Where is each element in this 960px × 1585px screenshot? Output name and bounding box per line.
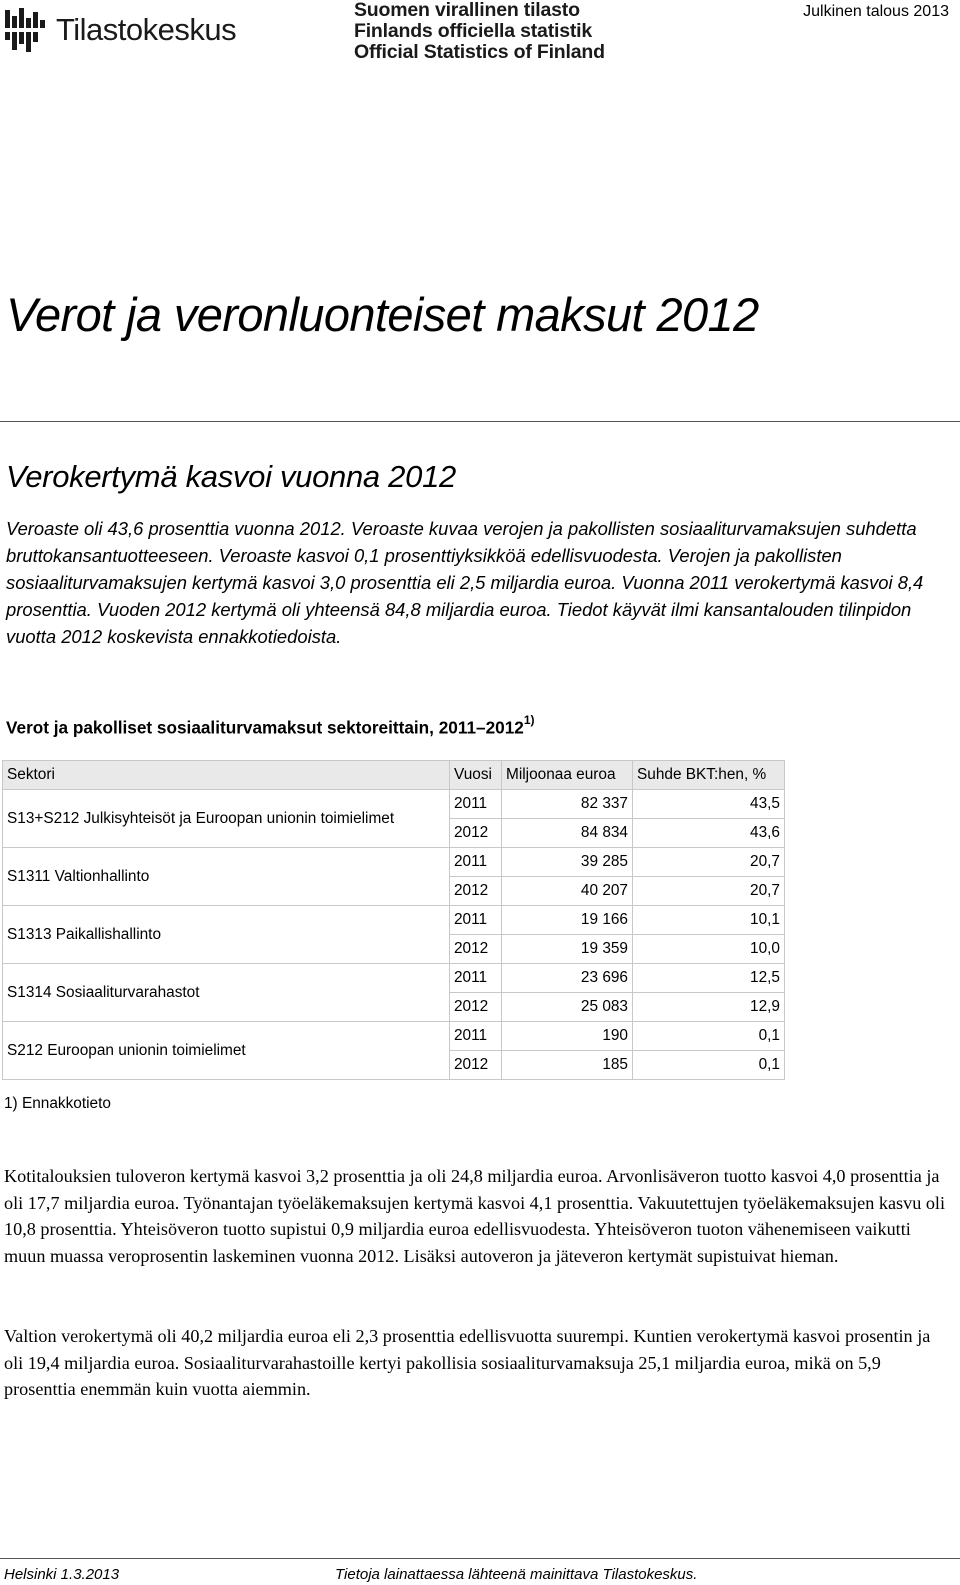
table-row [3, 964, 785, 993]
table-title [6, 713, 535, 739]
table-row [3, 1022, 785, 1051]
section-heading: Verokertymä kasvoi vuonna 2012 [6, 459, 456, 494]
title-divider [0, 421, 960, 422]
column-header-million-euro: Miljoonaa euroa [502, 761, 633, 790]
million-euro-cell: 19 359 [502, 935, 633, 964]
logo-mark-icon [4, 8, 52, 54]
table-title-note: 1) [523, 713, 535, 727]
million-euro-cell: 190 [502, 1022, 633, 1051]
publication-name: Julkinen talous 2013 [803, 3, 949, 20]
million-euro-cell: 39 285 [502, 848, 633, 877]
official-statistics-label [354, 0, 605, 63]
million-euro-cell: 82 337 [502, 790, 633, 819]
column-header-gdp-ratio: Suhde BKT:hen, % [633, 761, 785, 790]
lead-paragraph: Veroaste oli 43,6 prosenttia vuonna 2012. Veroaste kuvaa verojen ja pakollisten sosiaaliturvamaksujen suhdetta bruttokansantuotteeseen. Veroaste kasvoi 0,1 prosenttiyksikköä edellisvuodesta. Verojen ja pakollisten sosiaaliturvamaksujen kertymä kasvoi 3,0 prosenttia eli 2,5 miljardia euroa. Vuonna 2011 verokertymä kasvoi 8,4 prosenttia. Vuoden 2012 kertymä oli yhteensä 84,8 miljardia euroa. Tiedot käyvät ilmi kansantalouden tilinpidon vuotta 2012 koskevista ennakkotiedoista. [6, 518, 924, 647]
sector-name: S1311 Valtionhallinto [3, 848, 450, 906]
year-cell: 2011 [450, 906, 502, 935]
official-line-sv: Finlands officiella statistik [354, 20, 593, 42]
million-euro-cell: 40 207 [502, 877, 633, 906]
page-title: Verot ja veronluonteiset maksut 2012 [6, 288, 759, 341]
gdp-ratio-cell: 20,7 [633, 848, 785, 877]
footer-divider [0, 1558, 960, 1559]
year-cell: 2011 [450, 848, 502, 877]
footer-place-date: Helsinki 1.3.2013 [4, 1566, 120, 1583]
million-euro-cell: 84 834 [502, 819, 633, 848]
gdp-ratio-cell: 43,6 [633, 819, 785, 848]
table-header-row [3, 761, 785, 790]
year-cell: 2011 [450, 964, 502, 993]
table-row [3, 906, 785, 935]
sector-name: S1313 Paikallishallinto [3, 906, 450, 964]
gdp-ratio-cell: 43,5 [633, 790, 785, 819]
year-cell: 2011 [450, 790, 502, 819]
column-header-year: Vuosi [450, 761, 502, 790]
gdp-ratio-cell: 20,7 [633, 877, 785, 906]
table-title-text: Verot ja pakolliset sosiaaliturvamaksut sektoreittain, 2011–2012 [6, 717, 524, 738]
table-footnote: 1) Ennakkotieto [4, 1095, 111, 1112]
sector-name: S212 Euroopan unionin toimielimet [3, 1022, 450, 1080]
million-euro-cell: 25 083 [502, 993, 633, 1022]
sector-tax-table [2, 760, 785, 1080]
table-row [3, 790, 785, 819]
column-header-sector: Sektori [3, 761, 450, 790]
year-cell: 2012 [450, 819, 502, 848]
tilastokeskus-logo [4, 8, 236, 54]
table-row [3, 848, 785, 877]
official-line-en: Official Statistics of Finland [354, 41, 605, 63]
logo-text: Tilastokeskus [56, 12, 237, 47]
official-line-fi: Suomen virallinen tilasto [354, 0, 580, 21]
year-cell: 2012 [450, 935, 502, 964]
sector-name: S13+S212 Julkisyhteisöt ja Euroopan unionin toimielimet [3, 790, 450, 848]
million-euro-cell: 23 696 [502, 964, 633, 993]
body-paragraph: Valtion verokertymä oli 40,2 miljardia euroa eli 2,3 prosenttia edellisvuotta suurempi. Kuntien verokertymä kasvoi prosentin ja oli 19,4 miljardia euroa. Sosiaaliturvarahastoille kertyi pakollisia sosiaaliturvamaksuja 25,1 miljardia euroa, mikä on 5,9 prosenttia enemmän kuin vuotta aiemmin. [4, 1326, 931, 1400]
million-euro-cell: 19 166 [502, 906, 633, 935]
gdp-ratio-cell: 12,9 [633, 993, 785, 1022]
sector-name: S1314 Sosiaaliturvarahastot [3, 964, 450, 1022]
year-cell: 2012 [450, 1051, 502, 1080]
gdp-ratio-cell: 0,1 [633, 1022, 785, 1051]
gdp-ratio-cell: 0,1 [633, 1051, 785, 1080]
footer-citation: Tietoja lainattaessa lähteenä mainittava Tilastokeskus. [335, 1566, 698, 1583]
body-paragraph: Kotitalouksien tuloveron kertymä kasvoi 3,2 prosenttia ja oli 24,8 miljardia euroa. Arvonlisäveron tuotto kasvoi 4,0 prosenttia ja oli 17,7 miljardia euroa. Työnantajan työeläkemaksujen kertymä kasvoi 4,1 prosenttia. Vakuutettujen työeläkemaksujen kasvu oli 10,8 prosenttia. Yhteisöveron tuotto supistui 0,9 miljardia euroa edellisvuodesta. Yhteisöveron tuoton vähenemiseen vaikutti muun muassa veroprosentin laskeminen vuonna 2012. Lisäksi autoveron ja jäteveron kertymät supistuivat hieman. [4, 1166, 946, 1266]
gdp-ratio-cell: 10,0 [633, 935, 785, 964]
million-euro-cell: 185 [502, 1051, 633, 1080]
gdp-ratio-cell: 12,5 [633, 964, 785, 993]
gdp-ratio-cell: 10,1 [633, 906, 785, 935]
year-cell: 2012 [450, 993, 502, 1022]
year-cell: 2011 [450, 1022, 502, 1051]
year-cell: 2012 [450, 877, 502, 906]
